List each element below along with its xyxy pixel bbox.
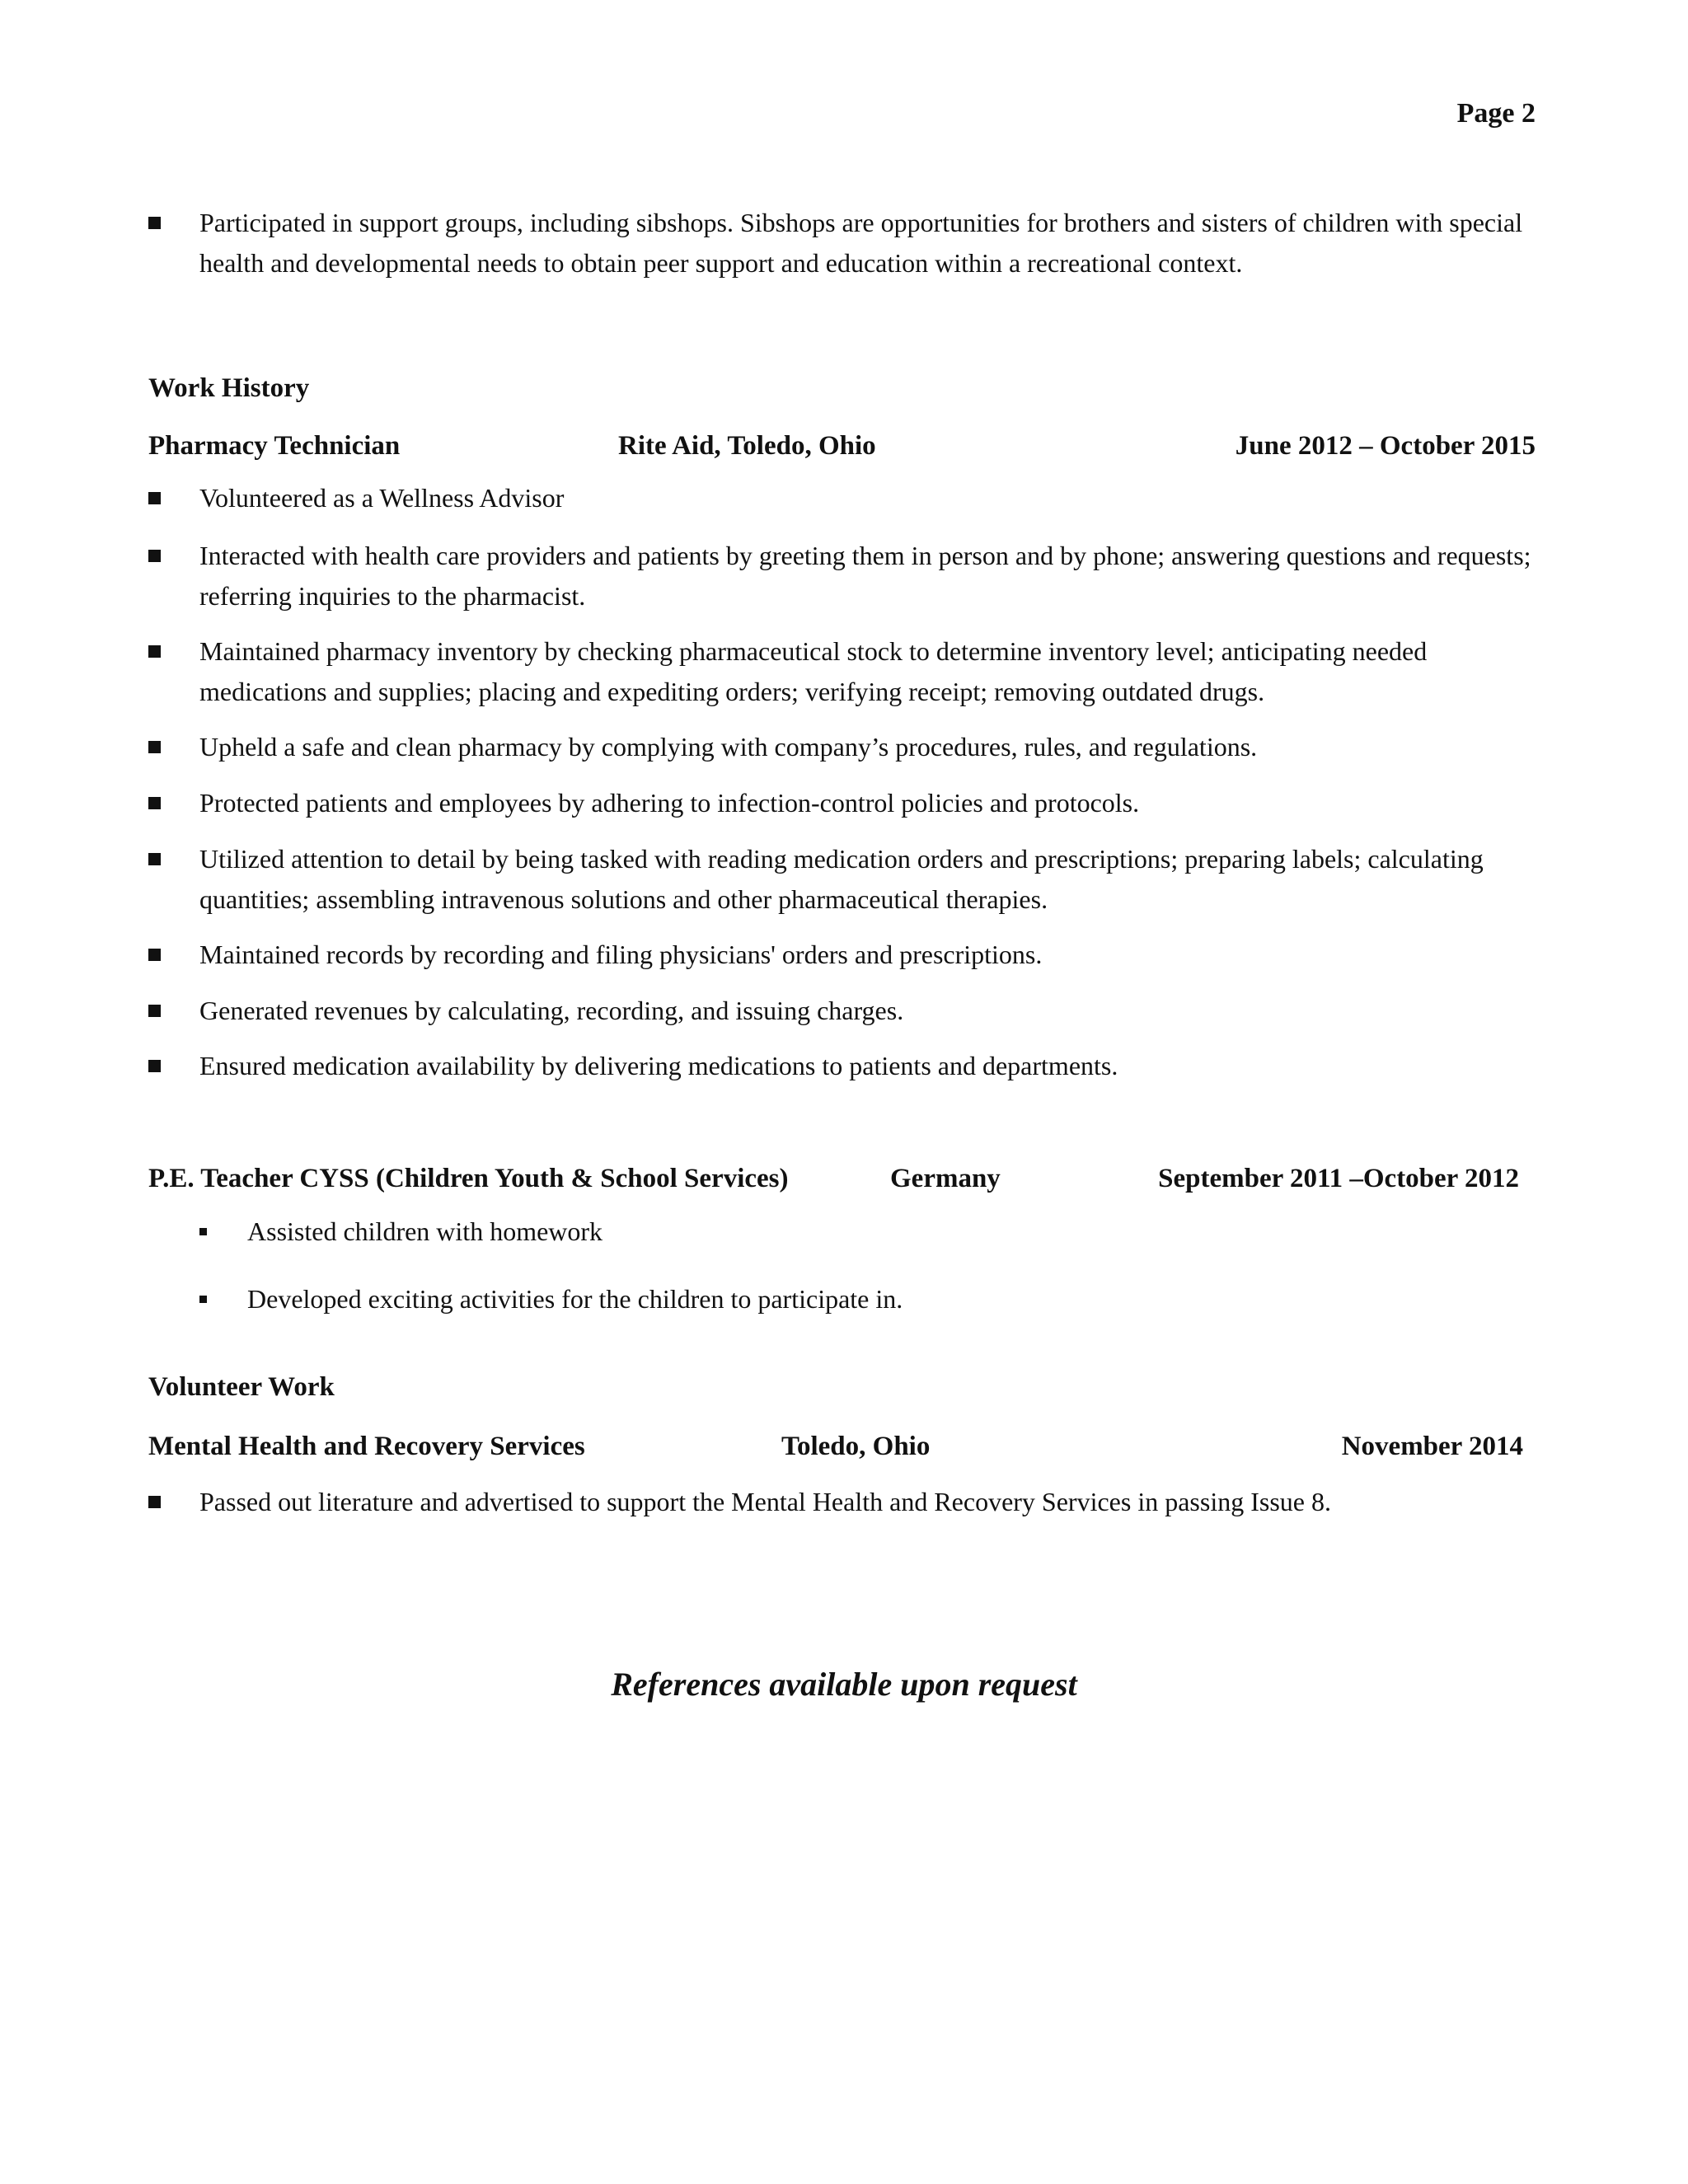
bullet-text: Participated in support groups, including sibshops. Sibshops are opportunities for brothers and sisters of children with special health and developmental needs to obtain peer support and education within a recreational context. (199, 208, 1523, 278)
bullet-text: Volunteered as a Wellness Advisor (199, 483, 565, 513)
list-item (148, 536, 1533, 618)
small-square-bullet-icon (199, 1296, 207, 1303)
square-bullet-icon (148, 1060, 161, 1072)
job-dates: June 2012 – October 2015 (1235, 431, 1536, 461)
square-bullet-icon (148, 797, 161, 809)
list-item (148, 1482, 1533, 1523)
page-number: Page 2 (1456, 98, 1536, 129)
section-heading-volunteer-work: Volunteer Work (148, 1372, 335, 1402)
section-heading-work-history: Work History (148, 373, 310, 403)
bullet-text: Utilized attention to detail by being tasked with reading medication orders and prescriptions; preparing labels; calculating quantities; assembling intravenous solutions and other pharmaceutical therapies. (199, 844, 1484, 914)
square-bullet-icon (148, 217, 161, 229)
job-dates: September 2011 –October 2012 (1158, 1164, 1519, 1193)
bullet-text: Passed out literature and advertised to support the Mental Health and Recovery Services in passing Issue 8. (199, 1487, 1331, 1516)
bullet-text: Developed exciting activities for the children to participate in. (247, 1284, 903, 1314)
list-item (148, 203, 1533, 326)
bullet-text: Interacted with health care providers and patients by greeting them in person and by phone; answering questions and requests; referring inquiries to the pharmacist. (199, 541, 1531, 611)
list-item (148, 478, 1533, 519)
bullet-text: Maintained pharmacy inventory by checking pharmaceutical stock to determine inventory level; anticipating needed medications and supplies; placing and expediting orders; verifying receipt; removing outdated drugs. (199, 636, 1428, 706)
bullet-text: Assisted children with homework (247, 1216, 603, 1246)
list-item (148, 1046, 1533, 1087)
square-bullet-icon (148, 853, 161, 865)
volunteer-location: Toledo, Ohio (781, 1432, 931, 1461)
list-item (148, 935, 1533, 976)
list-item (199, 1279, 1436, 1320)
square-bullet-icon (148, 949, 161, 961)
square-bullet-icon (148, 741, 161, 753)
bullet-text: Maintained records by recording and filing physicians' orders and prescriptions. (199, 940, 1043, 969)
square-bullet-icon (148, 550, 161, 562)
list-item (148, 631, 1533, 714)
list-item (148, 727, 1533, 768)
references-note: References available upon request (611, 1666, 1077, 1703)
job-title: Pharmacy Technician (148, 431, 401, 461)
bullet-text: Protected patients and employees by adhering to infection-control policies and protocols. (199, 788, 1140, 818)
volunteer-date: November 2014 (1341, 1432, 1523, 1461)
small-square-bullet-icon (199, 1228, 207, 1235)
square-bullet-icon (148, 645, 161, 658)
list-item (148, 991, 1533, 1032)
square-bullet-icon (148, 1005, 161, 1017)
list-item (199, 1212, 1436, 1253)
bullet-text: Upheld a safe and clean pharmacy by complying with company’s procedures, rules, and regulations. (199, 732, 1258, 762)
volunteer-org: Mental Health and Recovery Services (148, 1432, 585, 1461)
list-item (148, 783, 1533, 824)
square-bullet-icon (148, 492, 161, 504)
bullet-text: Generated revenues by calculating, recording, and issuing charges. (199, 996, 904, 1025)
job-company: Rite Aid, Toledo, Ohio (618, 431, 876, 461)
job-title: P.E. Teacher CYSS (Children Youth & School Services) (148, 1164, 789, 1193)
job-location: Germany (890, 1164, 1001, 1193)
bullet-text: Ensured medication availability by delivering medications to patients and departments. (199, 1051, 1118, 1080)
list-item (148, 839, 1533, 921)
square-bullet-icon (148, 1496, 161, 1508)
